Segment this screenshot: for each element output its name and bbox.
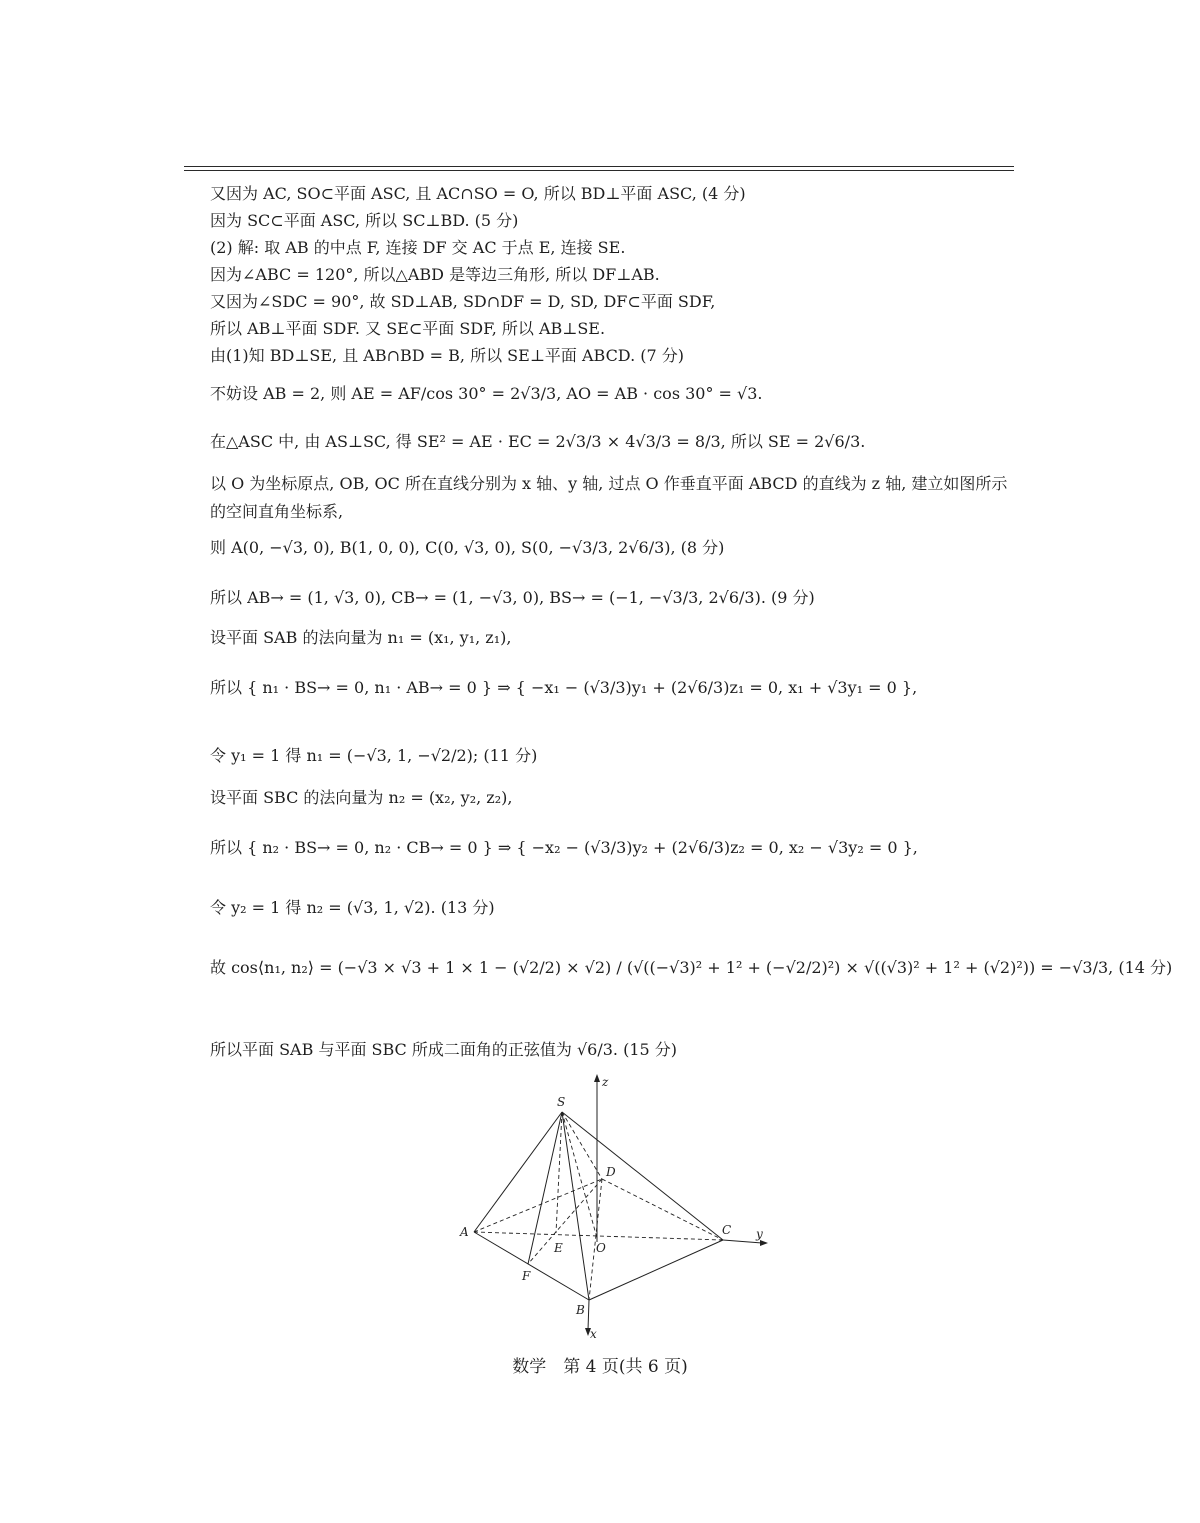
label-C: C [722,1223,732,1237]
solution-line-15: 令 y₁ = 1 得 n₁ = (−√3, 1, −√2/2); (11 分) [210,746,538,765]
solution-line-1: 又因为 AC, SO⊂平面 ASC, 且 AC∩SO = O, 所以 BD⊥平面 ASC, (4 分) [210,184,746,203]
page-footer: 数学 第 4 页(共 6 页) [512,1357,688,1377]
solution-line-17: 所以 { n₂ · BS→ = 0, n₂ · CB→ = 0 } ⇒ { −x₂ − (√3/3)y₂ + (2√6/3)z₂ = 0, x₂ − √3y₂ = 0 }, [210,838,918,857]
solution-line-5: 又因为∠SDC = 90°, 故 SD⊥AB, SD∩DF = D, SD, DF⊂平面 SDF, [210,292,716,311]
solution-line-18: 令 y₂ = 1 得 n₂ = (√3, 1, √2). (13 分) [210,898,495,917]
edge-DC [602,1179,723,1240]
header-rule-bottom [184,170,1014,171]
diag-AC [474,1232,723,1240]
label-D: D [606,1165,616,1179]
diag-BD [589,1179,602,1300]
seg-SE [556,1112,562,1233]
edge-SB [562,1112,589,1300]
edge-BC [589,1240,723,1300]
solution-line-12: 所以 AB→ = (1, √3, 0), CB→ = (1, −√3, 0), BS→ = (−1, −√3/3, 2√6/3). (9 分) [210,588,815,607]
z-arrow [594,1074,600,1082]
label-z: z [602,1075,609,1089]
solution-line-19: 故 cos⟨n₁, n₂⟩ = (−√3 × √3 + 1 × 1 − (√2/2) × √2) / (√((−√3)² + 1² + (−√2/2)²) × √((√3)² + 1² + (√2)²)) = −√3/3, (14 分) [210,958,1173,977]
label-O: O [596,1241,606,1255]
label-F: F [522,1269,531,1283]
pyramid-figure [440,1068,780,1340]
solution-line-13: 设平面 SAB 的法向量为 n₁ = (x₁, y₁, z₁), [210,628,512,647]
solution-line-4: 因为∠ABC = 120°, 所以△ABD 是等边三角形, 所以 DF⊥AB. [210,265,660,284]
edge-SC [562,1112,723,1240]
edge-SD [562,1112,602,1179]
solution-line-14: 所以 { n₁ · BS→ = 0, n₁ · AB→ = 0 } ⇒ { −x₁ − (√3/3)y₁ + (2√6/3)z₁ = 0, x₁ + √3y₁ = 0 }, [210,678,918,697]
edge-AB [474,1232,589,1300]
solution-line-10: 以 O 为坐标原点, OB, OC 所在直线分别为 x 轴、y 轴, 过点 O 作垂直平面 ABCD 的直线为 z 轴, 建立如图所示的空间直角坐标系, [210,474,1008,521]
solution-line-6: 所以 AB⊥平面 SDF. 又 SE⊂平面 SDF, 所以 AB⊥SE. [210,319,606,338]
label-E: E [554,1241,563,1255]
solution-line-3: (2) 解: 取 AB 的中点 F, 连接 DF 交 AC 于点 E, 连接 SE. [210,238,626,257]
solution-line-11: 则 A(0, −√3, 0), B(1, 0, 0), C(0, √3, 0), S(0, −√3/3, 2√6/3), (8 分) [210,538,725,557]
solution-line-20: 所以平面 SAB 与平面 SBC 所成二面角的正弦值为 √6/3. (15 分) [210,1040,678,1059]
header-rule-top [184,166,1014,167]
label-S: S [557,1095,566,1109]
solution-line-9: 在△ASC 中, 由 AS⊥SC, 得 SE² = AE · EC = 2√3/3 × 4√3/3 = 8/3, 所以 SE = 2√6/3. [210,432,866,451]
label-A: A [460,1225,469,1239]
seg-SO [562,1112,597,1238]
label-y: y [756,1227,763,1241]
solution-line-7: 由(1)知 BD⊥SE, 且 AB∩BD = B, 所以 SE⊥平面 ABCD. (7 分) [210,346,684,365]
label-x: x [590,1327,597,1340]
solution-line-2: 因为 SC⊂平面 ASC, 所以 SC⊥BD. (5 分) [210,211,519,230]
solution-line-16: 设平面 SBC 的法向量为 n₂ = (x₂, y₂, z₂), [210,788,513,807]
label-B: B [576,1303,585,1317]
solution-line-8: 不妨设 AB = 2, 则 AE = AF/cos 30° = 2√3/3, AO = AB · cos 30° = √3. [210,384,763,403]
seg-DF [528,1179,602,1264]
x-axis [588,1300,589,1330]
